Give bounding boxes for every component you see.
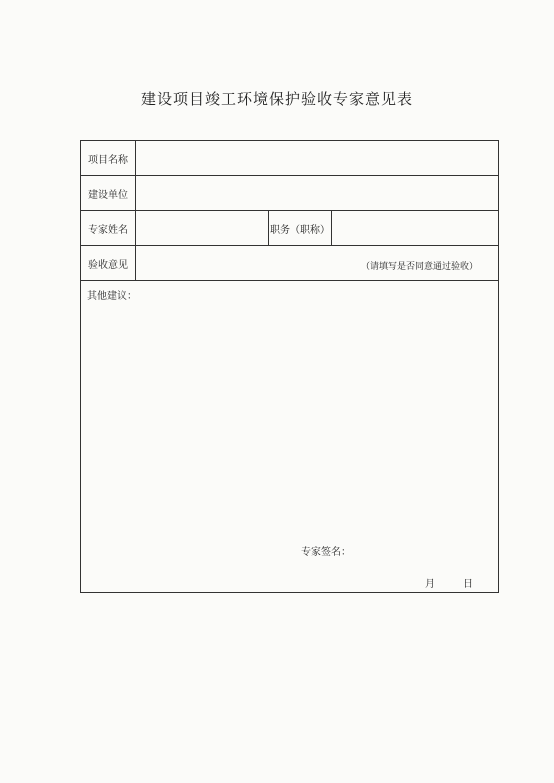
project-name-label: 项目名称 — [81, 141, 136, 175]
project-name-row — [81, 141, 498, 176]
other-suggestions-field[interactable] — [87, 303, 492, 533]
date-line — [377, 575, 473, 590]
year-field[interactable] — [377, 575, 397, 590]
day-label: 日 — [463, 579, 473, 590]
construction-unit-row — [81, 176, 498, 211]
construction-unit-field[interactable] — [136, 176, 498, 210]
signature-line — [301, 543, 444, 558]
other-suggestions-section — [81, 281, 498, 592]
month-label: 月 — [425, 579, 435, 590]
document-title: 建设项目竣工环境保护验收专家意见表 — [140, 90, 413, 108]
construction-unit-label: 建设单位 — [81, 176, 136, 210]
opinion-label: 验收意见 — [81, 246, 136, 280]
opinion-field[interactable] — [136, 246, 498, 280]
other-suggestions-label: 其他建议： — [87, 291, 137, 302]
expert-name-label: 专家姓名 — [81, 211, 136, 245]
signature-label: 专家签名： — [301, 547, 351, 558]
expert-opinion-form — [80, 140, 499, 593]
project-name-field[interactable] — [136, 141, 498, 175]
position-field[interactable] — [331, 211, 498, 245]
expert-row — [81, 211, 498, 246]
position-label: 职务（职称） — [268, 211, 332, 245]
opinion-hint: （请填写是否同意通过验收） — [360, 262, 478, 272]
opinion-row — [81, 246, 498, 281]
